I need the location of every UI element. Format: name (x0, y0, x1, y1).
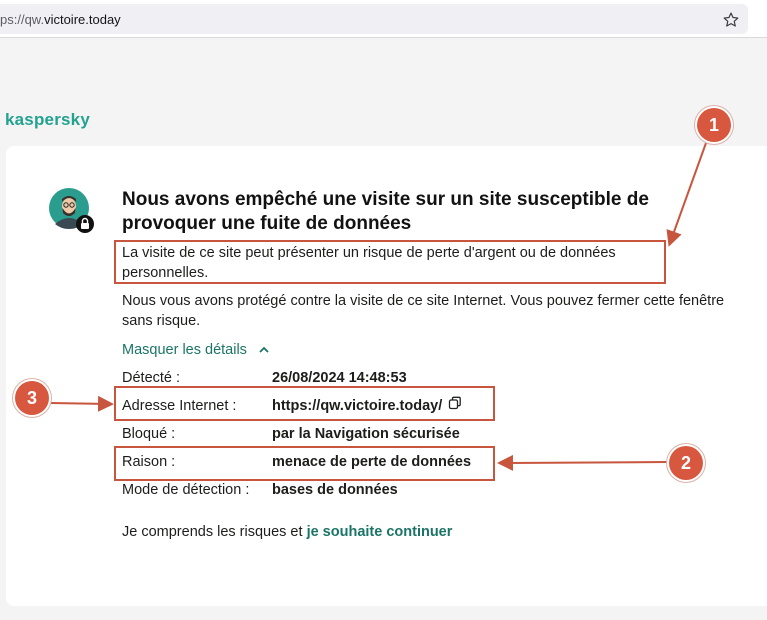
protection-message: Nous vous avons protégé contre la visite de ce site Internet. Vous pouvez fermer cette fenêtre sans risque. (122, 293, 725, 329)
detail-label: Mode de détection : (122, 482, 250, 498)
annotation-badge-3: 3 (15, 381, 49, 415)
continue-prompt-text: Je comprends les risques et (122, 524, 307, 540)
detail-label: Détecté : (122, 370, 181, 386)
detail-label: Adresse Internet : (122, 398, 237, 414)
annotation-arrow-1 (670, 143, 706, 243)
annotation-arrow-2 (501, 462, 668, 463)
kaspersky-logo: kaspersky (5, 110, 90, 129)
annotation-badge-1: 1 (697, 108, 731, 142)
annotation-arrow-3 (50, 403, 110, 404)
continue-link[interactable]: je souhaite continuer (306, 524, 453, 540)
detail-value: bases de données (272, 482, 398, 498)
detail-value: menace de perte de données (272, 454, 472, 470)
detail-value: 26/08/2024 14:48:53 (272, 370, 407, 386)
detail-label: Bloqué : (122, 426, 176, 442)
detail-label: Raison : (122, 454, 176, 470)
alert-title: Nous avons empêché une visite sur un site susceptible de provoquer une fuite de données (122, 189, 649, 234)
risk-description: La visite de ce site peut présenter un risque de perte d'argent ou de données personnelles. (122, 245, 616, 281)
address-bar-url[interactable]: ps://qw.victoire.today (0, 12, 121, 27)
detail-value-url: https://qw.victoire.today/ (272, 396, 462, 416)
annotation-badge-2: 2 (669, 446, 703, 480)
detail-value: par la Navigation sécurisée (272, 426, 460, 442)
hide-details-label[interactable]: Masquer les détails (122, 342, 247, 358)
